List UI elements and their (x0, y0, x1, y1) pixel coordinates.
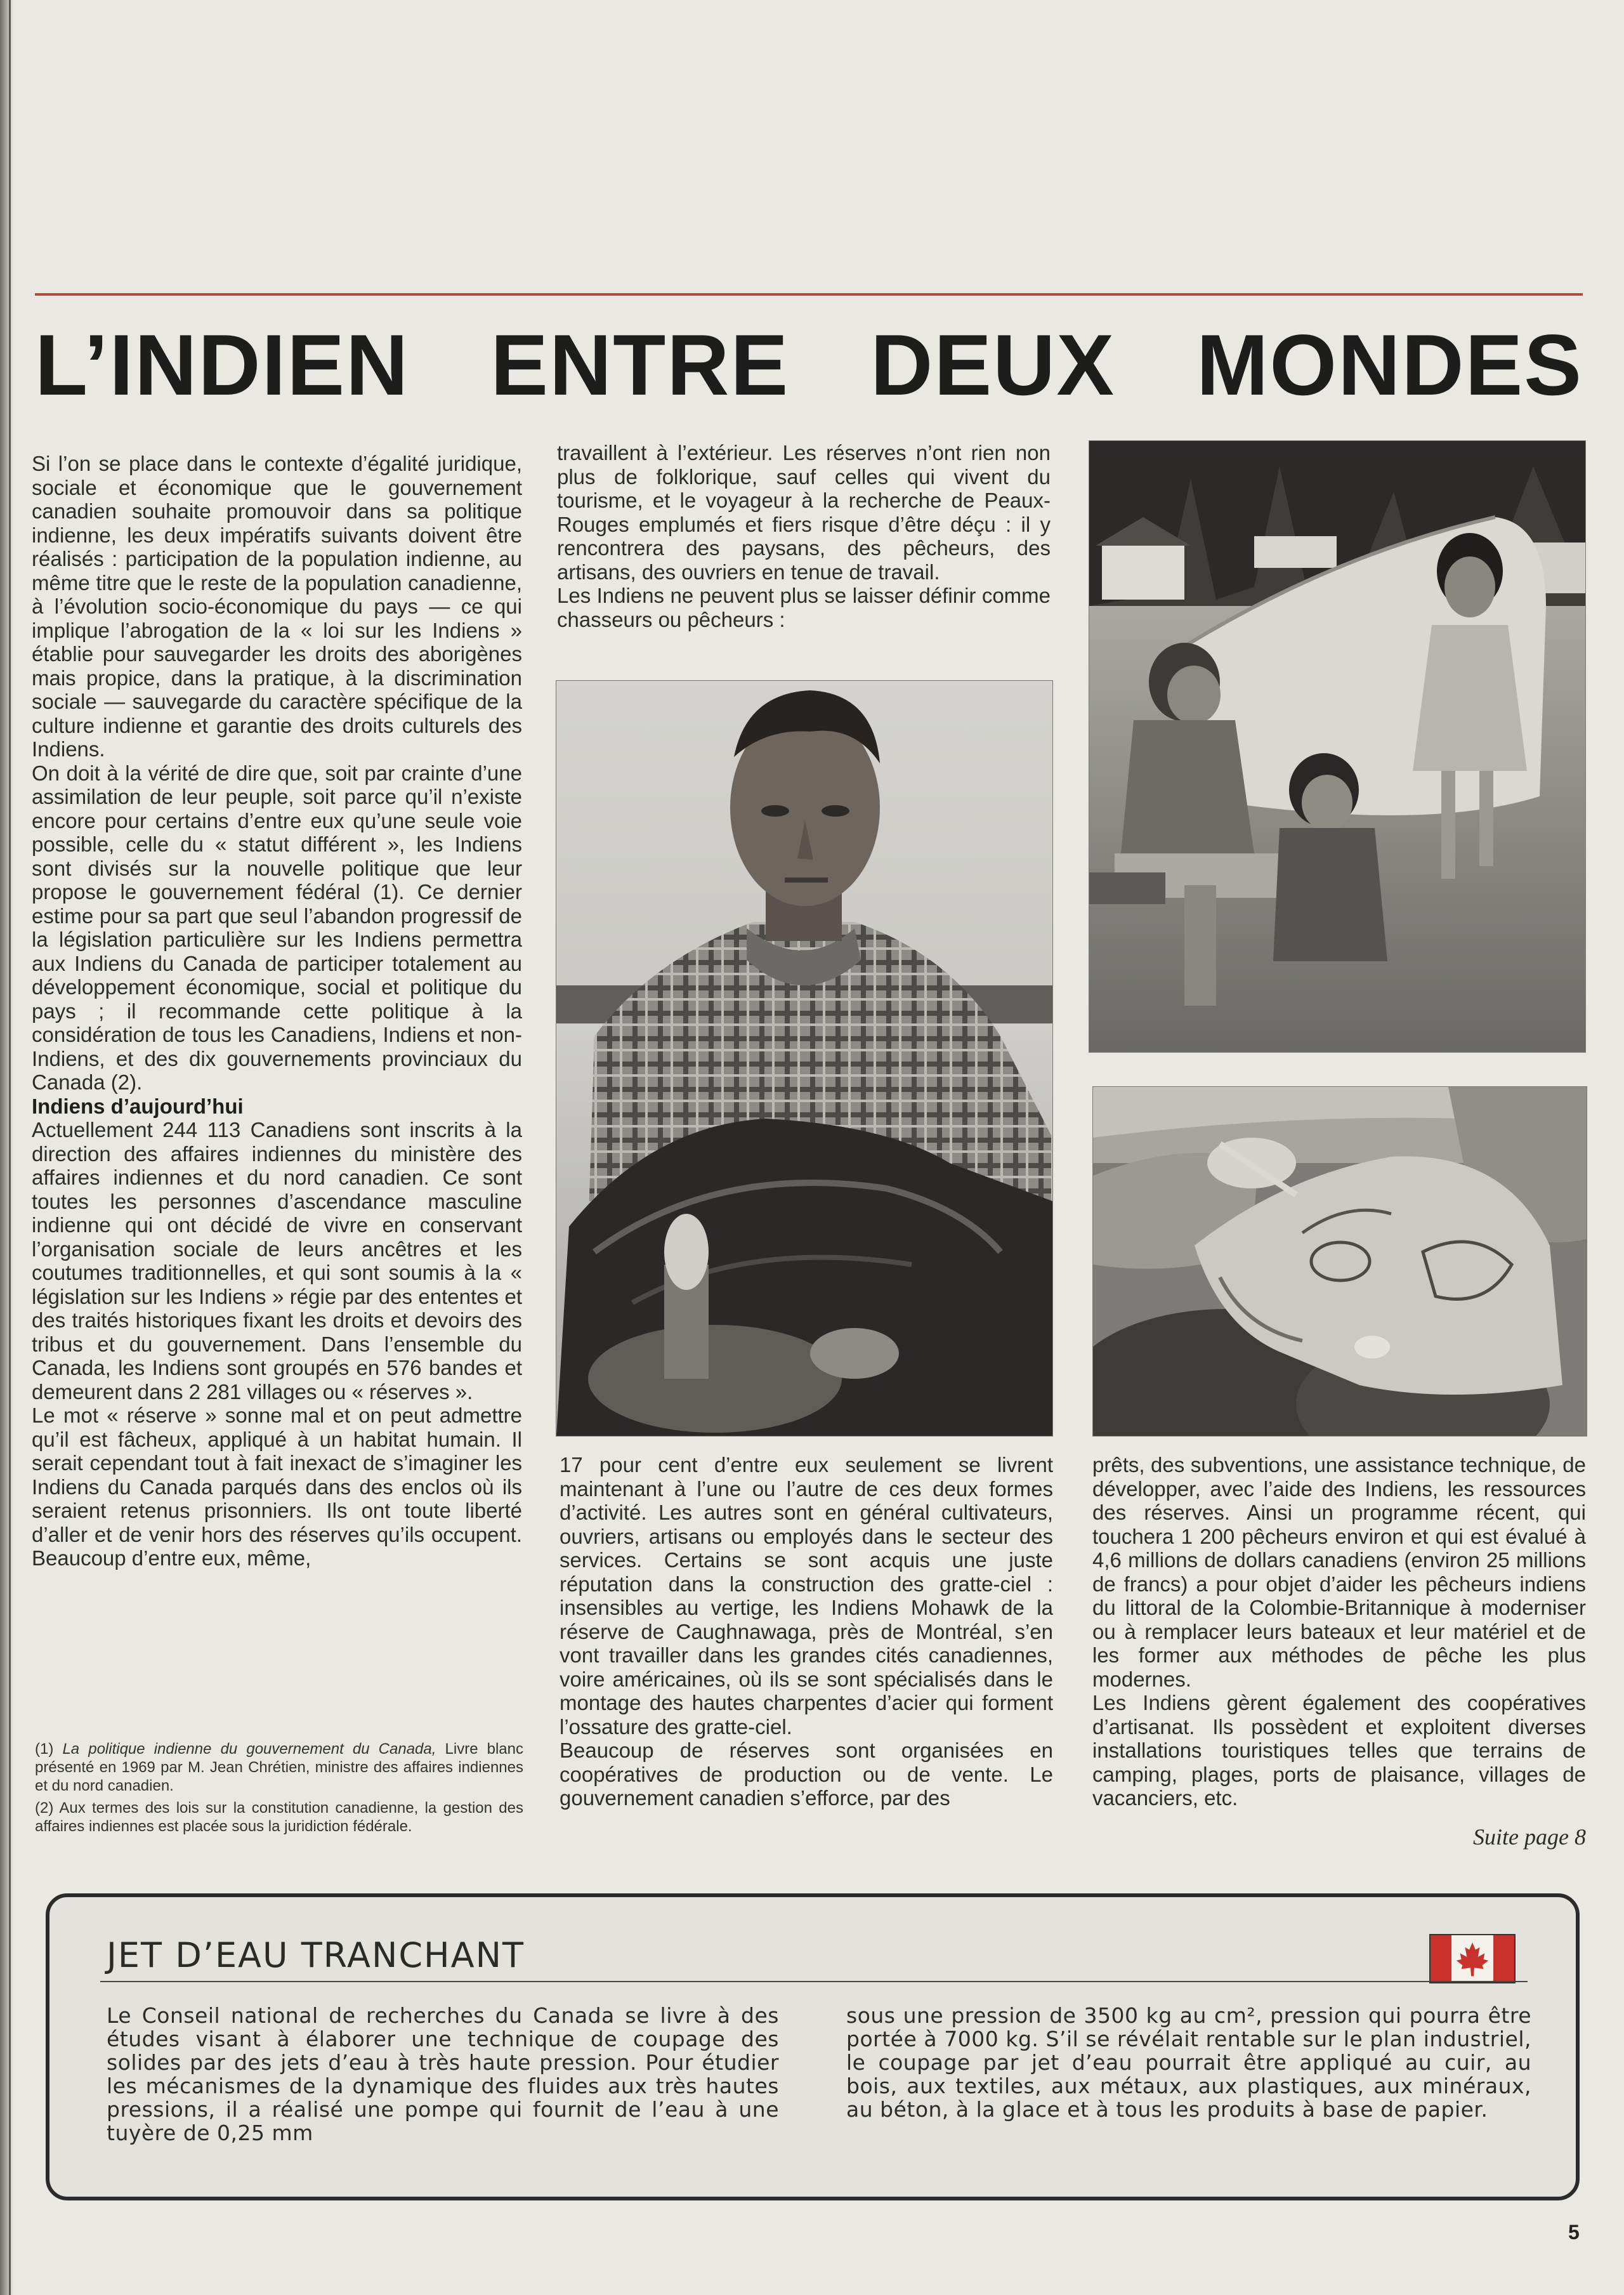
paragraph: Beaucoup de réserves sont organisées en coopératives de production ou de vente. Le gouvernement canadien s’efforce, par des (560, 1739, 1053, 1810)
footnote-text: Livre blanc présenté en 1969 par M. Jean Chrétien, ministre des affaires indiennes et du nord canadien. (35, 1740, 524, 1794)
footnote-1 (35, 1740, 523, 1795)
news-brief-title: JET D’EAU TRANCHANT (107, 1935, 525, 1975)
page-title (35, 317, 1583, 412)
footnote-2: (2) Aux termes des lois sur la constitution canadienne, la gestion des affaires indiennes est placée sous la juridiction fédérale. (35, 1799, 523, 1835)
article-column-1 (32, 452, 522, 1570)
footnote-source-title: La politique indienne du gouvernement du Canada, (62, 1740, 436, 1758)
binding-edge (0, 0, 14, 2295)
article-column-3 (1092, 1453, 1586, 1810)
title-word: MONDES (1196, 317, 1583, 413)
carving-photo-image (1093, 1087, 1587, 1436)
headline-rule (35, 293, 1583, 296)
news-brief-column-1: Le Conseil national de recherches du Canada se livre à des études visant à élaborer une technique de coupage des solides par des jets d’eau à très haute pression. Pour étudier les mécanismes de la dynamique des fluides aux très hautes pressions, il a réalisé une pompe qui fournit de l’eau à une tuyère de 0,25 mm (107, 2003, 779, 2145)
paragraph: On doit à la vérité de dire que, soit par crainte d’une assimilation de leur peuple, soit parce qu’il n’existe encore pour certains d’entre eux qu’une seule voie possible, celle du « statut différent », les Indiens sont divisés sur la nouvelle politique que leur propose le gouvernement fédéral (1). Ce dernier estime pour sa part que seul l’abandon progressif de la législation particulière sur les Indiens permettra aux Indiens du Canada de participer totalement au développement économique, social et politique du pays ; il recommande cette politique à la considération de tous les Canadiens, Indiens et non-Indiens, et des dix gouvernements provinciaux du Canada (2). (32, 761, 522, 1094)
paragraph: Si l’on se place dans le contexte d’égalité juridique, sociale et économique que le gouvernement canadien souhaite promouvoir dans sa politique indienne, les deux impératifs suivants doivent être réalisés : participation de la population indienne, au même titre que le reste de la population canadienne, à l’évolution socio-économique du pays — ce qui implique l’abrogation de la « loi sur les Indiens » établie pour sauvegarder les droits des aborigènes mais propice, dans la pratique, à la discrimination sociale — sauvegarde du caractère spécifique de la culture indienne et garantie des droits culturels des Indiens. (32, 452, 522, 761)
photo-indian-man-portrait (556, 680, 1053, 1437)
paragraph: Les Indiens gèrent également des coopératives d’artisanat. Ils possèdent et exploitent diverses installations touristiques telles que terrains de camping, plages, ports de plaisance, villages de vacanciers, etc. (1092, 1691, 1586, 1810)
title-word: ENTRE (490, 317, 790, 413)
paragraph: prêts, des subventions, une assistance technique, de développer, avec l’aide des Indiens, les ressources des réserves. Ainsi un programme récent, qui touchera 1 200 pêcheurs environ et qui est évalué à 4,6 millions de dollars canadiens (environ 25 millions de francs) a pour objet d’aider les pêcheurs indiens du littoral de la Colombie-Britannique à moderniser ou à remplacer leurs bateaux et leur matériel et de les former aux méthodes de pêche les plus modernes. (1092, 1453, 1586, 1691)
title-word: L’INDIEN (35, 317, 410, 413)
footnotes (35, 1740, 523, 1839)
section-subheading: Indiens d’aujourd’hui (32, 1094, 244, 1118)
paragraph: travaillent à l’extérieur. Les réserves n’ont rien non plus de folklorique, sauf celles qui vivent du tourisme, et le voyageur à la recherche de Peaux-Rouges emplumés et fiers risque d’être déçu : il y rencontrera des paysans, des pêcheurs, des artisans, des ouvriers en tenue de travail. (557, 441, 1051, 584)
footnote-marker: (1) (35, 1740, 63, 1758)
binding-line (9, 0, 11, 2295)
article-column-2-top (557, 441, 1051, 631)
article-column-2-bottom (560, 1453, 1053, 1810)
paragraph: Actuellement 244 113 Canadiens sont inscrits à la direction des affaires indiennes du ministère des affaires indiennes et du nord canadien. Ce sont toutes les personnes d’ascendance masculine indienne qui ont décidé de vivre en conservant l’organisation sociale de leurs ancêtres et les coutumes traditionnelles, et qui sont soumis à la « législation sur les Indiens » régie par des ententes et des traités historiques fixant les droits et devoirs des tribus et du gouvernement. Dans l’ensemble du Canada, les Indiens sont groupés en 576 bandes et demeurent dans 2 281 villages ou « réserves ». (32, 1118, 522, 1404)
page-number: 5 (1568, 2221, 1580, 2244)
news-brief-box (46, 1893, 1580, 2200)
paragraph: Le mot « réserve » sonne mal et on peut admettre qu’il est fâcheux, appliqué à un habitat humain. Il serait cependant tout à fait inexact de s’imaginer les Indiens du Canada parqués dans des enclos où ils seraient retenus prisonniers. Ils ont toute liberté d’aller et de venir hors des réserves qu’ils occupent. Beaucoup d’entre eux, même, (32, 1404, 522, 1570)
title-word: DEUX (870, 317, 1116, 413)
canada-flag-icon (1429, 1934, 1516, 1983)
photo-carving-hands (1092, 1086, 1587, 1437)
photo-children-on-beach (1089, 440, 1586, 1053)
news-brief-rule (100, 1981, 1528, 1982)
portrait-photo-image (556, 681, 1052, 1436)
continued-on-page-note: Suite page 8 (1473, 1824, 1586, 1850)
paragraph: Les Indiens ne peuvent plus se laisser définir comme chasseurs ou pêcheurs : (557, 584, 1051, 631)
paragraph: 17 pour cent d’entre eux seulement se livrent maintenant à l’une ou l’autre de ces deux formes d’activité. Les autres sont en général cultivateurs, ouvriers, artisans ou employés dans le secteur des services. Certains se sont acquis une juste réputation dans la construction des gratte-ciel : insensibles au vertige, les Indiens Mohawk de la réserve de Caughnawaga, près de Montréal, s’en vont travailler dans les grandes cités canadiennes, voire américaines, où ils se sont spécialisés dans le montage des hautes charpentes d’acier qui forment l’ossature des gratte-ciel. (560, 1453, 1053, 1739)
children-photo-image (1089, 441, 1585, 1052)
news-brief-column-2: sous une pression de 3500 kg au cm², pression qui pourra être portée à 7000 kg. S’il se révélait rentable sur le plan industriel, le coupage par jet d’eau pourrait être appliqué au cuir, au bois, aux textiles, aux métaux, aux plastiques, aux minéraux, au béton, à la glace et à tous les produits à base de papier. (846, 2003, 1531, 2122)
